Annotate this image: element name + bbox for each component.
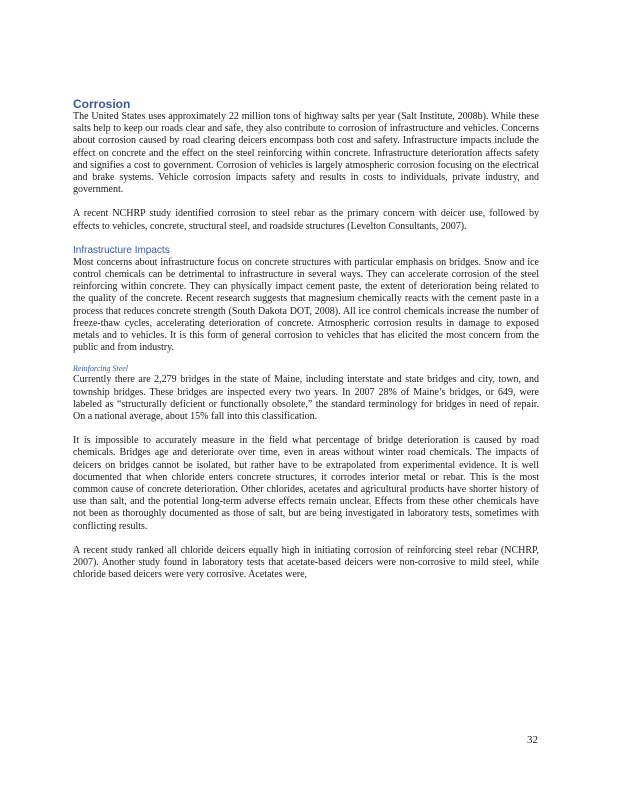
subsection-heading-infrastructure: Infrastructure Impacts [73, 244, 170, 256]
paragraph-chloride-deicers: A recent study ranked all chloride deicers equally high in initiating corrosion of reinforcing steel rebar (NCHRP, 2007). Another study found in laboratory tests that acetate-based deicers were non-corrosive to mild steel, while chloride based deicers were very corrosive. Acetates were, [73, 544, 539, 581]
paragraph-highway-salts: The United States uses approximately 22 million tons of highway salts per year (Salt Institute, 2008b). While these salts help to keep our roads clear and safe, they also contribute to corrosion of infrastructure and vehicles. Concerns about corrosion caused by road clearing deicers encompass both cost and safety. Infrastructure impacts include the effect on concrete and the effect on the steel reinforcing within concrete. Infrastructure deterioration affects safety and signifies a cost to government. Corrosion of vehicles is largely atmospheric corrosion focusing on the electrical and brake systems. Vehicle corrosion impacts safety and results in costs to individuals, private industry, and government. [73, 111, 539, 196]
section-heading-corrosion: Corrosion [73, 97, 131, 111]
paragraph-bridge-deterioration: It is impossible to accurately measure in the field what percentage of bridge deterioration is caused by road chemicals. Bridges age and deteriorate over time, even in areas without winter road chemicals. The impacts of deicers on bridges cannot be isolated, but rather have to be extrapolated from experimental evidence. It is well documented that when chloride enters concrete structures, it corrodes interior metal or rebar. This is the most common cause of concrete deterioration. Other chlorides, acetates and agricultural products have shorter history of use than salt, and the potential long-term adverse effects remain unclear. Effects from these other chemicals have not been as thoroughly documented as those of salt, but are being investigated in laboratory tests, sometimes with conflicting results. [73, 435, 539, 532]
page-number: 32 [527, 734, 538, 746]
paragraph-maine-bridges: Currently there are 2,279 bridges in the state of Maine, including interstate and state bridges and city, town, and township bridges. These bridges are inspected every two years. In 2007 28% of Maine’s bridges, or 649, were labeled as “structurally deficient or functionally obsolete,” the standard terminology for bridges in need of repair. On a national average, about 15% fall into this classification. [73, 374, 539, 423]
document-body [73, 97, 539, 582]
paragraph-nchrp-study: A recent NCHRP study identified corrosion to steel rebar as the primary concern with deicer use, followed by effects to vehicles, concrete, structural steel, and roadside structures (Levelton Consultants, 2007). [73, 208, 539, 232]
subsubsection-heading-reinforcing-steel: Reinforcing Steel [73, 364, 129, 374]
paragraph-infrastructure-concerns: Most concerns about infrastructure focus on concrete structures with particular emphasis on bridges. Snow and ice control chemicals can be detrimental to infrastructure in several ways. They can accelerate corrosion of the steel reinforcing within concrete. They can physically impact cement paste, the extent of deterioration being related to the quality of the concrete. Recent research suggests that magnesium chemically reacts with the cement paste in a process that reduces concrete strength (South Dakota DOT, 2008). All ice control chemicals increase the number of freeze-thaw cycles, accelerating deterioration of concrete. Atmospheric corrosion results in damage to exposed metals and to vehicles. It is this form of general corrosion to vehicles that has elicited the most concern from the public and from industry. [73, 256, 539, 354]
